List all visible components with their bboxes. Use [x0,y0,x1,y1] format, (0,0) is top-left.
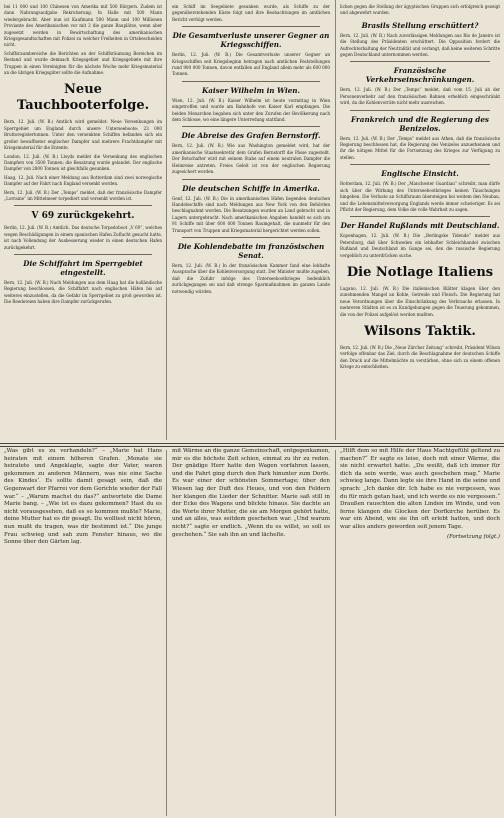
article-text: Berlin, 12. Juli. (W. B.) Amtlich. Das deutsche Torpedoboot „V 69“, welches wegen Beschädigungen in einem spanischen Hafen Zuflucht gesucht hatte, ist nach Vollendung der Ausbesserung wieder in einen deutschen Hafen zurückgekehrt. [4,225,162,250]
article-separator [182,126,320,127]
article-text: Kopenhagen, 12. Juli. (W. B.) Die „Berlingske Tidende“ meldet aus Petersburg, daß über Schweden ein lebhafter Schleichhandel zwischen Rußland und Deutschland im Gange sei, den die russische Regierung vergeblich zu unterdrücken suche. [340,233,500,258]
headline: Die Kohlendebatte im französischen Senat. [177,241,325,260]
article-text: Bern, 12. Juli. (W. B.) Amtlich wird gemeldet: Neue Versenkungen im Sperrgebiet um England durch unsere Unterseeboote: 23 000 Bruttoregistertonnen. Unter den versenkten Schiffen befanden sich ein großer bewaffneter englischer Dampfer und mehrere Frachtdampfer mit Kriegsmaterial für die Entente. [4,119,162,151]
serial-divider [0,443,504,444]
news-column-2 [172,4,330,297]
serial-column-3 [340,448,500,814]
article-text: Bern, 12. Juli. (W. B.) Der „Temps“ meldet aus Athen, daß die französische Regierung beschlossen hat, die Regierung des Venizelos anzuerkennen und ihr die nötigen Mittel für die Fortsetzung des Krieges zur Verfügung zu stellen. [340,135,500,160]
article-text: Rotterdam, 12. Juli. (W. B.) Der „Manchester Guardian“ schreibt, man dürfe sich über die Wirkung des Unterseebootkrieges keinen Täuschungen hingeben. Die Verluste an Schiffsraum übersteigen bei weitem den Neubau, und die Lebensmittelversorgung Englands werde immer schwieriger. Es sei Pflicht der Regierung, dem Volke die volle Wahrheit zu sagen. [340,181,500,212]
headline: Französische Verkehrseinschränkungen. [365,66,475,85]
article-text: Bern, 12. Juli. (W. B.) Der „Temps“ meldet, daß vom 15. Juli ab der Personenverkehr auf den französischen Bahnen erheblich eingeschränkt wird, da die Kohlenvorräte nicht mehr ausreichen. [340,87,500,106]
headline: Die deutschen Schiffe in Amerika. [182,183,320,193]
article-text: Lugano, 12. Juli. (W. B.) Die italienischen Blätter klagen über den zunehmenden Mangel an Kohle, Getreide und Fleisch. Die Regierung hat neue Verordnungen über die Einschränkung des Verbrauchs erlassen. In mehreren Städten ist es zu Kundgebungen gegen die Teuerung gekommen, die von der Polizei aufgelöst werden mußten. [340,285,500,317]
article-text: London, 12. Juli. (W. B.) Lloyds meldet die Versenkung des englischen Dampfers von 3500 Tonnen; die Besatzung wurde gelandet. Der englische Dampfer von 2800 Tonnen ist gleichfalls gesunken. [4,153,162,172]
article-separator [14,254,152,255]
article-text: Bern, 12. Juli. (W. B.) Die „Neue Zürcher Zeitung“ schreibt, Präsident Wilson verfolge offenbar das Ziel, durch die Beschlagnahme der deutschen Schiffe den Druck auf die Mittelmächte zu verstärken, ohne sich zu einem offenen Kriege zu entschließen. [340,344,500,370]
serial-column-2 [172,448,330,814]
headline: V 69 zurückgekehrt. [31,211,135,222]
headline: Englische Einsicht. [381,169,459,179]
serial-text: „Was gibt es zu verhandeln?“ – „Marie hat Hans heiraten mit einem höheren Grafen. ‚Monate sie heiratete und Angeklagte, sagte der Vater, waren gekommen zu anderen Männern, was nie eine Sache des Kindes‘. Es sollte damit gesagt sein, daß die Gegenwart der Pfarrei vor dem Gerichte wieder der Fall war.“ – „Warum machst du das?“ antwortete die Dame Marie bang. – „Wie ist es dazu gekommen? Hast du es nicht vorausgesehen, daß es so kommen mußte? Marie, deine Mutter hat es dir gesagt. Du wolltest nicht hören, nun mußt du tragen, was dir bestimmt ist.“ Die junge Frau schwieg und sah zum Fenster hinaus, wo die Sonne über den Gärten lag. [4,448,162,546]
article-text: Wien, 12. Juli. (W. B.) Kaiser Wilhelm ist heute vormittag in Wien eingetroffen und wurde am Bahnhofe von Kaiser Karl empfangen. Die beiden Monarchen begaben sich unter den Zurufen der Bevölkerung nach dem Schlosse, wo eine längere Unterredung stattfand. [172,97,330,123]
news-column-1 [4,4,162,308]
article-text: Bern, 12. Juli. (W. B.) Nach Meldungen aus dem Haag hat die holländische Regierung beschlossen, die Schiffahrt nach englischen Häfen bis auf weiteres einzustellen, da die Gefahr im Sperrgebiet zu groß geworden ist. Die Reedereien haben ihre Dampfer zurückgerufen. [4,279,162,305]
headline: Brasils Stellung erschüttert? [361,20,479,30]
article-text: Genf, 12. Juli. (W. B.) Die in amerikanischen Häfen liegenden deutschen Handelsschiffe sind nach Meldungen aus New York von den Behörden beschlagnahmt worden. Die Besatzungen wurden an Land gebracht und in Lagern untergebracht. Nach amerikanischen Angaben handelt es sich um 91 Schiffe mit über 600 000 Tonnen Raumgehalt, die nunmehr für den Transport von Truppen und Kriegsmaterial hergerichtet werden sollen. [172,195,330,233]
article-text: Bern, 12. Juli. (W. B.) Der „Temps“ meldet, daß der französische Dampfer „Lorraine“ im Mittelmeer torpediert und versenkt worden ist. [4,189,162,201]
article-text: Bern, 12. Juli. (W. B.) Wie aus Washington gemeldet wird, hat der amerikanische Staatssekretär dem Grafen Bernstorff die Pässe zugestellt. Der Botschafter wird mit seinem Stabe auf einem neutralen Dampfer die Heimreise antreten. Freies Geleit ist von der englischen Regierung zugesichert worden. [172,143,330,175]
column-rule [335,450,336,816]
serial-text: „Hilft dem so mit Hilfe der Haus Machtgefühl geltend zu machen?“ Er sagte es leise, doch mit einer Wärme, die sie nicht erwartet hatte. „Du weißt, daß ich immer für dich da sein werde, was auch geschehen mag.“ Marie schwieg lange. Dann legte sie ihre Hand in die seine und sprach: „Ich danke dir. Ich habe es nie vergessen, was du für mich getan hast, und ich werde es nie vergessen.“ Draußen rauschten die alten Linden im Winde, und von ferne klangen die Glocken der Dorfkirche herüber. Es war ein Abend, wie sie ihn oft erlebt hatten, und doch war alles anders geworden seit jenem Tage. [340,448,500,530]
column-rule [166,450,167,816]
headline: Die Notlage Italiens [346,264,494,280]
article-separator [182,81,320,82]
article-separator [350,216,490,217]
article-separator [182,179,320,180]
column-rule [166,0,167,440]
column-rule [335,0,336,440]
headline: Kaiser Wilhelm in Wien. [201,85,301,95]
continuation-note: (Fortsetzung folgt.) [446,533,500,540]
serial-divider [0,446,504,447]
headline: Die Schiffahrt im Sperrgebiet eingestellt. [23,258,143,277]
article-separator [182,26,320,27]
headline: Der Handel Rußlands mit Deutschland. [340,221,500,231]
news-column-3 [340,4,500,373]
article-separator [350,61,490,62]
article-text: ein Schiff im Seegebiete gesunken wurde, als Schiffe zu der gegenüberstehenden Küste folgt und ihre Beobachtungen im amtlichen Bericht verfolgt werden. [172,4,330,22]
article-text: Berlin, 12. Juli. (W. B.) Die Gesamtverluste unserer Gegner an Kriegsschiffen seit Kriegsbeginn betragen nach amtlichen Feststellungen rund 900 000 Tonnen, davon entfallen auf England allein mehr als 600 000 Tonnen. [172,52,330,77]
article-text: lichen gegen die Stellung der ägyptischen Gruppen sich erfolgreich gezeigt und abgewehrt wurden. [340,4,500,16]
headline: Wilsons Taktik. [364,323,476,339]
article-separator [350,110,490,111]
serial-text: mit Wärme an die ganze Gemeinschaft, entgegenkamen, mir es die höchste Zeit schien, einmal zu ihr zu reden. Der gnädige Herr hatte den Wagen vorfahren lassen, und die Fahrt ging durch den Park hinunter zum Dorfe. Es war einer der schönsten Sommertage; über den Wiesen lag der Duft des Heues, und von den Feldern her klangen die Lieder der Schnitter. Marie saß still in der Ecke des Wagens und blickte hinaus. Sie dachte an die Worte ihrer Mutter, die sie am Morgen gehört hatte, und an alles, was seitdem geschehen war. „Und warum nicht?“ sagte er endlich. „Wenn du es willst, so soll es geschehen.“ Sie sah ihn an und lächelte. [172,448,330,538]
article-text: Bern, 12. Juli. (W. B.) In der französischen Kammer fand eine lebhafte Aussprache über die Kohlenversorgung statt. Der Minister mußte zugeben, daß die Zufuhr infolge des Unterseebootkrieges bedenklich zurückgegangen sei und daß strenge Sparmaßnahmen im ganzen Lande notwendig würden. [172,262,330,294]
article-text: Bern, 12. Juli. (W. B.) Nach zuverlässigen Meldungen aus Rio de Janeiro ist die Stellung des Präsidenten erschüttert. Die Opposition fordert die Aufrechterhaltung der Neutralität und verlangt, daß keine weiteren Schritte gegen Deutschland unternommen werden. [340,32,500,58]
headline: Neue Tauchbooterfolge. [16,82,150,114]
article-text: Schiffsraumbereiche die Berichten an der Schiffsräumung Bereichen im Bestand und wurde demnach Kriegsgebiet und Kriegsgebiete mit ihre Truppen in einen Vereinigten für die nächste Woche mehr Kriegsmaterial an die übrigen Kriegsgüter sollte die Aufnahme. [4,50,162,76]
article-separator [182,237,320,238]
serial-column-1 [4,448,162,814]
article-text: bei 11 000 und 100 Chinesen von Amerika mit 500 Bürgern. Zudem ist dann Nahrungsaufgabe Rekrutierung. In Halle mit 500 Mann wiedergebracht. Aber nun ist Kaufmann 500 Mann und 100 Millionen Proviante des Amerikanischen vor mit 2 die ganze Bauplätze, wenn aber zugesetzt werden in Bewirtschaftung des amerikanischen Kriegsgesandtschaften mit Polizei zu welcher Freiheiten in Ortsbescheiden nicht. [4,4,162,48]
article-text: Haag, 12. Juli. Nach einer Meldung aus Rotterdam sind zwei norwegische Dampfer auf der Fahrt nach England versenkt worden. [4,174,162,187]
headline: Die Gesamtverluste unserer Gegner an Kriegsschiffen. [172,31,330,50]
headline: Die Abreise des Grafen Bernstorff. [181,131,321,141]
headline: Frankreich und die Regierung des Benizelos. [351,114,489,133]
article-separator [350,164,490,165]
article-separator [14,205,152,206]
